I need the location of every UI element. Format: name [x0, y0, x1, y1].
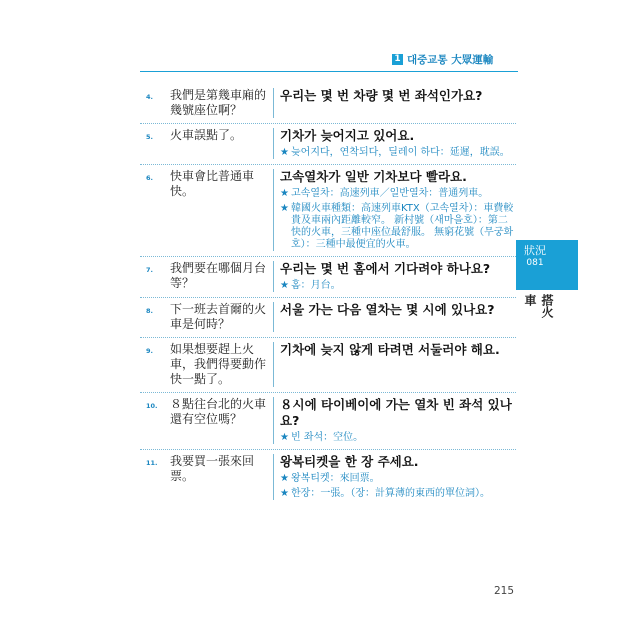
chapter-badge: 1	[392, 54, 403, 65]
phrase-number: 7.	[146, 266, 153, 274]
chinese-phrase: 我們要在哪個月台等？	[170, 261, 274, 292]
vocab-note: ★ 한장：一張。（장：計算薄的東西的單位詞）。	[280, 488, 490, 499]
korean-phrase: ８시에 타이베이에 가는 열차 빈 좌석 있나요?	[280, 397, 512, 428]
phrase-table	[140, 84, 516, 505]
chinese-phrase: 我們是第幾車廂的幾號座位啊？	[170, 88, 274, 118]
star-icon: ★	[280, 488, 289, 499]
phrase-row	[140, 393, 516, 450]
star-icon: ★	[280, 203, 289, 214]
korean-phrase: 서울 가는 다음 열차는 몇 시에 있나요?	[280, 302, 495, 317]
phrase-number: 8.	[146, 307, 153, 315]
page-number: 215	[494, 585, 515, 597]
section-label-box	[516, 240, 554, 290]
chinese-phrase: 如果想要趕上火車，我們得要動作快一點了。	[170, 342, 274, 387]
phrase-row	[140, 165, 516, 257]
star-icon: ★	[280, 280, 289, 291]
chapter-title: 대중교통 大眾運輸	[407, 54, 494, 66]
chinese-phrase: 快車會比普通車快。	[170, 169, 274, 251]
phrase-number: 5.	[146, 133, 153, 141]
korean-phrase: 고속열차가 일반 기차보다 빨라요.	[280, 169, 467, 184]
korean-phrase: 우리는 몇 번 홈에서 기다려야 하나요?	[280, 261, 491, 276]
phrase-row	[140, 450, 516, 505]
phrase-row	[140, 257, 516, 298]
section-title: 搭火車	[523, 294, 554, 318]
phrase-row	[140, 338, 516, 393]
phrase-row	[140, 124, 516, 165]
phrase-row	[140, 84, 516, 124]
section-side-tab	[516, 240, 578, 320]
tab-color-bar	[554, 240, 578, 290]
section-number: 081	[526, 258, 544, 268]
phrase-number: 9.	[146, 347, 153, 355]
phrase-number: 6.	[146, 174, 153, 182]
star-icon: ★	[280, 188, 289, 199]
vocab-note: ★ 왕복티켓：來回票。	[280, 473, 380, 484]
vocab-note: ★ 늦어지다，연착되다，딜레이 하다：延遲，耽誤。	[280, 147, 510, 158]
korean-phrase: 우리는 몇 번 차량 몇 번 좌석인가요?	[280, 88, 483, 103]
star-icon: ★	[280, 473, 289, 484]
star-icon: ★	[280, 147, 289, 158]
chinese-phrase: 我要買一張來回票。	[170, 454, 274, 500]
phrase-number: 4.	[146, 93, 153, 101]
chinese-phrase: 下一班去首爾的火車是何時？	[170, 302, 274, 332]
vocab-note: ★ 홈：月台。	[280, 280, 341, 291]
star-icon: ★	[280, 432, 289, 443]
chinese-phrase: ８點往台北的火車還有空位嗎？	[170, 397, 274, 444]
vocab-note: ★ 韓國火車種類：高速列車KTX（고속열차）：車費較貴及車兩內距離較窄。 新村號（새마을호）：第二快的火車，三種中座位最舒服。 無窮花號（무궁화호）：三種中最便宜的火車。	[280, 203, 514, 250]
phrase-row	[140, 298, 516, 338]
phrase-number: 10.	[146, 402, 158, 410]
section-label: 狀況	[524, 244, 546, 257]
korean-phrase: 기차가 늦어지고 있어요.	[280, 128, 415, 143]
korean-phrase: 기차에 늦지 않게 타려면 서둘러야 해요.	[280, 342, 500, 357]
chinese-phrase: 火車誤點了。	[170, 128, 274, 159]
korean-phrase: 왕복티켓을 한 장 주세요.	[280, 454, 419, 469]
chapter-header	[392, 52, 493, 67]
vocab-note: ★ 고속열차：高速列車／일반열차：普通列車。	[280, 188, 489, 199]
header-divider	[140, 71, 518, 72]
phrase-number: 11.	[146, 459, 158, 467]
vocab-note: ★ 빈 좌석：空位。	[280, 432, 364, 443]
